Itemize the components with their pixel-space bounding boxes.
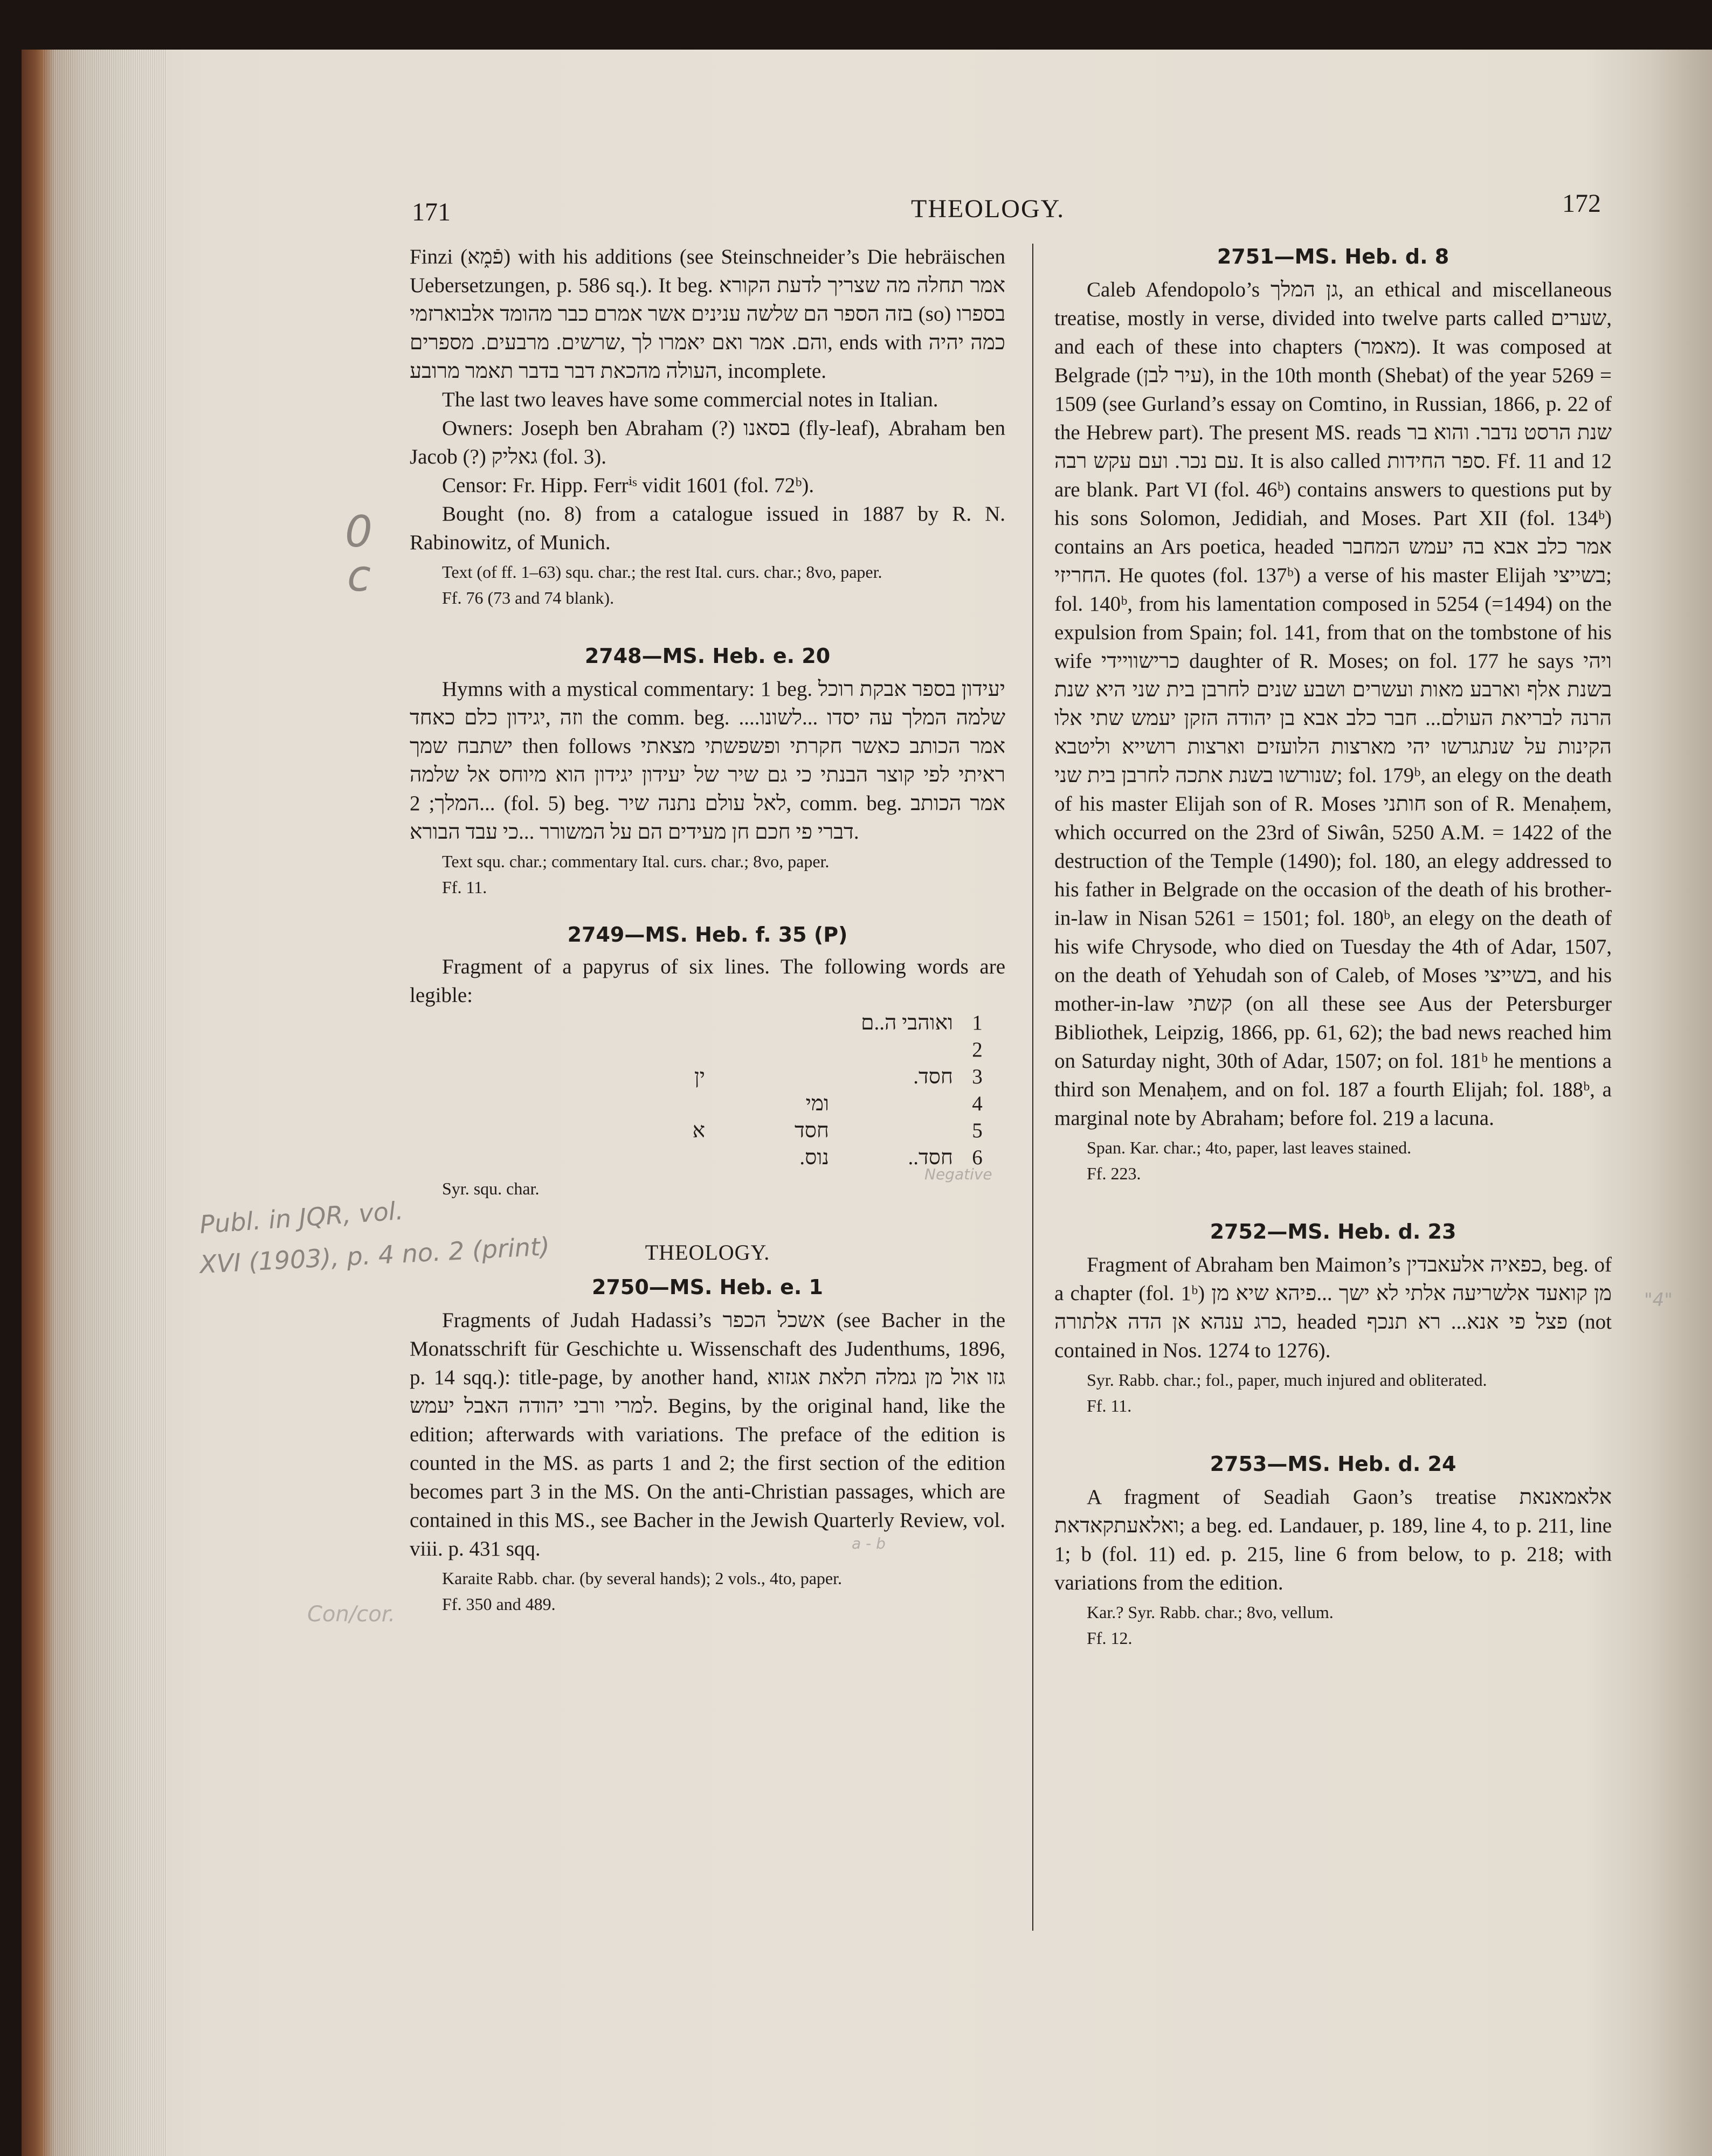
papyrus-line-number: 3 [972, 1065, 983, 1088]
folio-number-right: 172 [1562, 189, 1601, 218]
papyrus-line [414, 1063, 1002, 1090]
entry-2751-physical: Span. Kar. char.; 4to, paper, last leaves stained. [1087, 1138, 1412, 1157]
entry-2747-censor: Censor: Fr. Hipp. Ferrⁱˢ vidit 1601 (fol. 72ᵇ). [442, 474, 814, 497]
entry-2749-heading: 2749—MS. Heb. f. 35 (P) [567, 923, 848, 946]
entry-2750-heading: 2750—MS. Heb. e. 1 [592, 1275, 823, 1299]
entry-2752-folios: Ff. 11. [1087, 1396, 1132, 1415]
right-column [1054, 243, 1612, 1650]
papyrus-line-word-a: חסד. [913, 1065, 953, 1088]
papyrus-line [414, 1144, 1002, 1171]
column-divider [1032, 244, 1033, 1931]
papyrus-line-word-c: א [692, 1119, 705, 1142]
entry-2750-physical: Karaite Rabb. char. (by several hands); 2 vols., 4to, paper. [442, 1568, 842, 1588]
papyrus-line-word-b: ומי [805, 1092, 829, 1115]
entry-2752-physical: Syr. Rabb. char.; fol., paper, much injured and obliterated. [1087, 1370, 1487, 1390]
entry-2748-folios: Ff. 11. [442, 877, 487, 897]
entry-2753-description: A fragment of Seadiah Gaon’s treatise אלאמאנאת ואלאעתקאדאת; a beg. ed. Landauer, p. 189, line 4, to p. 211, line 1; b (fol. 11) ed. p. 215, line 6 from below, to p. 218; with variations from the edition. [1054, 1485, 1612, 1594]
entry-2751-description: Caleb Afendopolo’s גן המלך, an ethical and miscellaneous treatise, mostly in verse, divided into twelve parts called שערים, and each of these into chapters (מאמר). It was composed at Belgrade (עיר לבן), in the 10th month (Shebat) of the year 5269 = 1509 (see Gurland’s essay on Comtino, in Russian, 1866, p. 22 of the Hebrew part). The present MS. reads שנת הרסט נדבר. והוא בר עם נכר. ועם עקש רבה. It is also called ספר החידות. Ff. 11 and 12 are blank. Part VI (fol. 46ᵇ) contains answers to questions put by his sons Solomon, Jedidiah, and Moses. Part XII (fol. 134ᵇ) contains an Ars poetica, headed אמר כלב אבא בה יעמש המחבר החריזי. He quotes (fol. 137ᵇ) a verse of his master Elijah בשייצי; fol. 140ᵇ, from his lamentation composed in 5254 (=1494) on the expulsion from Spain; fol. 141, from that on the tombstone of his wife כרישוויידי daughter of R. Moses; on fol. 177 he says ויהי בשנת אלף וארבע מאות ועשרים ושבע שנים לחרבן בית שני היא שנת הרנה לבריאת העולם... חבר כלב אבא בן יהודה הזקן יעמש שתי אלו הקינות על שנתגרשו יהי מארצות הלועזים וארצות רושייא וליטבא שנורשו בשנת אתכה לחרבן בית שני; fol. 179ᵇ, an elegy on the death of his master Elijah son of R. Moses חותני son of R. Menaḥem, which occurred on the 23rd of Siwân, 5250 A.M. = 1422 of the destruction of the Temple (1490); fol. 180, an elegy addressed to his father in Belgrade on the occasion of the death of his brother-in-law in Nisan 5261 = 1501; fol. 180ᵇ, an elegy on the death of his wife Chrysode, who died on Tuesday the 4th of Adar, 1507, on the death of Yehudah son of Caleb, of Moses בשייצי, and his mother-in-law קשתי (on all these see Aus der Petersburger Bibliothek, Leipzig, 1866, pp. 61, 62); the bad news reached him on Saturday night, 30th of Adar, 1507; on fol. 181ᵇ he mentions a third son Menaḥem, and on fol. 187 a fourth Elijah; fol. 188ᵇ, a marginal note by Abraham; before fol. 219 a lacuna. [1054, 278, 1612, 1130]
papyrus-line-word-c: ין [694, 1065, 705, 1088]
papyrus-line-word-b: נוס. [799, 1146, 829, 1169]
papyrus-line [414, 1010, 1002, 1036]
papyrus-lines-table [414, 1010, 1002, 1171]
papyrus-line-number: 5 [972, 1119, 983, 1142]
entry-2753-heading: 2753—MS. Heb. d. 24 [1210, 1452, 1456, 1476]
pencil-note-negative: Negative [924, 1165, 992, 1183]
papyrus-line-word-a: ואוהבי ה..ם [861, 1011, 953, 1034]
papyrus-line-word-b: חסד [794, 1119, 829, 1142]
papyrus-line-word-b [705, 1010, 829, 1036]
entry-2753-physical: Kar.? Syr. Rabb. char.; 8vo, vellum. [1087, 1602, 1334, 1622]
pencil-note-c: c [347, 551, 371, 601]
pencil-note-right: "4" [1644, 1289, 1673, 1311]
entry-2749-physical: Syr. squ. char. [442, 1179, 540, 1198]
entry-2751-folios: Ff. 223. [1087, 1164, 1141, 1183]
papyrus-line [414, 1036, 1002, 1063]
section-heading-theology: THEOLOGY. [645, 1240, 770, 1264]
entry-2750-description: Fragments of Judah Hadassi’s אשכל הכפר (see Bacher in the Monatsschrift für Geschichte u. Wissenschaft des Judenthums, 1896, p. 14 sqq.): title-page, by another hand, גזו אול מן גמלה תלאת אגזוא למרי ורבי יהודה האבל יעמש. Begins, by the original hand, like the edition; afterwards with variations. The preface of the edition is counted in the MS. as parts 1 and 2; the first section of the edition becomes part 3 in the MS. On the anti-Christian passages, which are contained in this MS., see Bacher in the Jewish Quarterly Review, vol. viii. p. 431 sqq. [410, 1309, 1006, 1560]
papyrus-line-word-c [414, 1144, 705, 1171]
entry-2747-physical: Text (of ff. 1–63) squ. char.; the rest Ital. curs. char.; 8vo, paper. [442, 562, 882, 582]
papyrus-line-number: 2 [972, 1038, 983, 1061]
papyrus-line-word-c [414, 1036, 705, 1063]
entry-2752-description: Fragment of Abraham ben Maimon’s כפאיה אלעאבדין, beg. of a chapter (fol. 1ᵇ) מן קואעד אלשריעה אלתי לא ישך ...פיהא שיא מן כרג ענהא אן הדה אלתורה, headed פצל פי אנא... רא תנכף (not contained in Nos. 1274 to 1276). [1054, 1253, 1612, 1362]
papyrus-line-word-a: חסד.. [908, 1146, 953, 1169]
papyrus-line-word-b [705, 1036, 829, 1063]
papyrus-line-word-a [829, 1117, 953, 1144]
papyrus-line [414, 1090, 1002, 1117]
entry-2747-owners: Owners: Joseph ben Abraham (?) בסאנו (fly-leaf), Abraham ben Jacob (?) גאליק (fol. 3). [410, 417, 1005, 468]
papyrus-line-word-c [414, 1010, 705, 1036]
papyrus-line-word-a [829, 1090, 953, 1117]
papyrus-line-word-a [829, 1036, 953, 1063]
entry-2748-physical: Text squ. char.; commentary Ital. curs. char.; 8vo, paper. [442, 852, 830, 871]
page-header [22, 189, 1712, 237]
pencil-note-o: 0 [345, 507, 372, 557]
entry-2748-heading: 2748—MS. Heb. e. 20 [584, 644, 831, 668]
papyrus-line [414, 1117, 1002, 1144]
page-edges [43, 50, 167, 2156]
entry-2753-folios: Ff. 12. [1087, 1628, 1133, 1648]
pencil-note-continue: Con/cor. [307, 1602, 396, 1627]
entry-2748-description: Hymns with a mystical commentary: 1 beg. יעידון בספר אבקת רוכל וזה ,יגידון כלם כאחד the comm. beg. ...שלמה המלך עה יסדו ...לשונו. ישתבח שמך then follows אמר הכותב כאשר חקרתי ופשפשתי מצאתי ראיתי לפי קוצר הבנתי כי גם שיר של יעידון יגידון הוא מיוחס אל שלמה ...המלך; 2 (fol. 5) beg. לאל עולם נתנה שיר, comm. beg. אמר הכותב דברי פי חכם חן מעידים הם על המשורר ...כי עבד הבורא. [410, 678, 1005, 844]
entry-2747-intro: Finzi (פֿמ֑א) with his additions (see Steinschneider’s Die hebräischen Uebersetzungen, p. 586 sq.). It beg. אמר תחלה מה שצריך לדעת הקורא בזה הספר הם שלשה ענינים אשר אמרם כבר מהומד אלבוארזמי (so) בספרו והם. אמר ואם יאמרו לך ,שרשים. מרבעים. מספרים, ends with כמה יהיה העולה מהכאת דבר בדבר תאמר מרובע, incomplete. [410, 245, 1005, 383]
pencil-note-publ-2: XVI (1903), p. 4 no. 2 (print) [199, 1232, 551, 1279]
entry-2747-folios: Ff. 76 (73 and 74 blank). [442, 588, 615, 607]
running-head: THEOLOGY. [911, 195, 1065, 223]
folio-number-left: 171 [412, 198, 451, 226]
book-page [22, 50, 1712, 2156]
papyrus-line-number: 6 [972, 1146, 983, 1169]
pencil-note-publ-1: Publ. in JQR, vol. [198, 1196, 404, 1240]
papyrus-line-number: 1 [972, 1011, 983, 1034]
entry-2747-commercial-notes: The last two leaves have some commercial notes in Italian. [442, 388, 938, 411]
papyrus-line-number: 4 [972, 1092, 983, 1115]
papyrus-line-word-b [705, 1063, 829, 1090]
entry-2749-description: Fragment of a papyrus of six lines. The following words are legible: [410, 955, 1005, 1007]
entry-2750-folios: Ff. 350 and 489. [442, 1594, 556, 1614]
pencil-note-ab: a - b [852, 1535, 886, 1552]
left-column [410, 243, 1005, 1616]
entry-2751-heading: 2751—MS. Heb. d. 8 [1217, 245, 1449, 268]
papyrus-line-word-c [414, 1090, 705, 1117]
entry-2752-heading: 2752—MS. Heb. d. 23 [1210, 1220, 1456, 1243]
entry-2747-bought: Bought (no. 8) from a catalogue issued in 1887 by R. N. Rabinowitz, of Munich. [410, 502, 1005, 554]
